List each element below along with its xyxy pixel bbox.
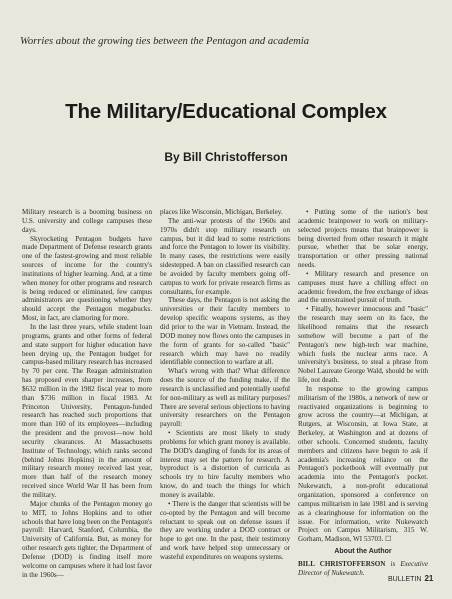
publication-name: BULLETIN bbox=[388, 576, 422, 583]
paragraph: These days, the Pentagon is not asking the universities or their faculty members to develop specific weapons systems, as they did prior to the war in Vietnam. Instead, the DOD money now flows onto the campuses in the form of grants for so-called "basic" research which may have no readily identifiable connection to warfare at all. bbox=[160, 296, 290, 367]
paragraph: Military research is a booming business on U.S. university and college campuses these days. bbox=[22, 208, 152, 234]
bullet-paragraph: • Putting some of the nation's best academic brainpower to work on military-selected projects means that brainpower is being diverted from other research it might pursue, whether that be solar energy, transportation or other pressing national needs. bbox=[298, 208, 428, 270]
column-2 bbox=[160, 208, 290, 562]
author-name: BILL CHRISTOFFERSON bbox=[298, 559, 386, 568]
paragraph: What's wrong with that? What difference does the source of the funding make, if the research is unclassified and potentially useful for non-military as well as military purposes? There are several serious objections to having university researchers on the Pentagon payroll: bbox=[160, 367, 291, 429]
bullet-paragraph: • Military research and presence on campuses must have a chilling effect on academic freedom, the free exchange of ideas and the unrestrained pursuit of truth. bbox=[298, 269, 428, 305]
bullet-paragraph: • Finally, however innocuous and "basic" the research may seem on its face, the likelihood remains that the research somehow will become a part of the Pentagon's new high-tech war machine, which fuels the nuclear arms race. A university's business, to steal a phrase from Nobel Laureate George Wald, should be with life, not death. bbox=[298, 305, 428, 385]
bullet-paragraph: • There is the danger that scientists will be co-opted by the Pentagon and will become reluctant to speak out on defense issues if they are working under a DOD contract or hope to get one. In the past, their testimony and work have helped stop unnecessary or wasteful expenditures on weapons systems. bbox=[160, 499, 290, 561]
page-number: 21 bbox=[424, 574, 434, 583]
about-author-heading: About the Author bbox=[334, 548, 392, 556]
paragraph: Skyrocketing Pentagon budgets have made Department of Defense research grants one of the fastest-growing and most reliable sources of income for the country's institutions of higher learning. And, at a time when money for other programs and research is being reduced or eliminated, few campus administrators are questioning whether they should accept the Pentagon megabucks. Most, in fact, are clamoring for more. bbox=[22, 234, 152, 323]
paragraph: In the last three years, while student loan programs, grants and other forms of federal and state support for higher education have been drying up, the Pentagon budget for campus-based military research has increased by 70 per cent. The Reagan administration has proposed even sharper increases, from $632 million in the 1982 fiscal year to more than $736 million in fiscal 1983. At Princeton University, Pentagon-funded research has reached such proportions that more than 160 of its employees—including the president and the provost—now hold security clearances. At Massachusetts Institute of Technology, which ranks second (behind Johns Hopkins) in the amount of military research money received last year, more than half of the research money received since World War II has been from the military. bbox=[22, 322, 152, 499]
column-3 bbox=[298, 208, 428, 578]
article-byline: By Bill Christofferson bbox=[164, 150, 288, 164]
page-footer bbox=[388, 574, 433, 583]
paragraph: The anti-war protests of the 1960s and 1970s didn't stop military research on campus, but it did lead to some restrictions and force the Pentagon to lower its visibility. In many cases, the restrictions were easily sidestepped. A ban on classified research can be avoided by faculty members going off-campus to work for private research firms as consultants, for example. bbox=[160, 216, 290, 296]
article-deck: Worries about the growing ties between the Pentagon and academia bbox=[20, 36, 310, 47]
column-1 bbox=[22, 208, 152, 579]
paragraph: Major chunks of the Pentagon money go to MIT, to Johns Hopkins and to other schools that have long been on the Pentagon's payroll: Harvard, Stanford, Columbia, the University of California. But, as money for other research gets tighter, the Department of Defense (DOD) is finding itself more welcome on campuses where it had lost favor in the 1960s— bbox=[22, 499, 152, 579]
article-title: The Military/Educational Complex bbox=[65, 100, 387, 123]
bullet-paragraph: • Scientists are most likely to study problems for which grant money is available. The DOD's dangling of funds for its areas of interest may set the pattern for research. A byproduct is a distortion of curricula as schools try to hire faculty members who know, do and teach the things for which money is available. bbox=[160, 429, 290, 499]
paragraph: In response to the growing campus militarism of the 1980s, a network of new or reactivated organizations is beginning to grow across the country—at Michigan, at Rutgers, at Wisconsin, at Iowa State, at Berkeley, at Washington and at dozens of other schools. Concerned students, faculty members and citizens have begun to ask if academia's increasing reliance on the Pentagon's pocketbook will eventually put academia into the Pentagon's pocket. Nukewatch, a non-profit educational organization, sponsored a conference on campus militarism in late 1981 and is serving as a clearinghouse for information on the issue. For information, write Nukewatch Project on Campus Militarism, 315 W. Gorham, Madison, WI 53703. ☐ bbox=[298, 384, 428, 544]
paragraph: places like Wisconsin, Michigan, Berkeley. bbox=[160, 208, 283, 216]
author-bio: is Executive Director of Nukewatch. bbox=[298, 559, 428, 577]
